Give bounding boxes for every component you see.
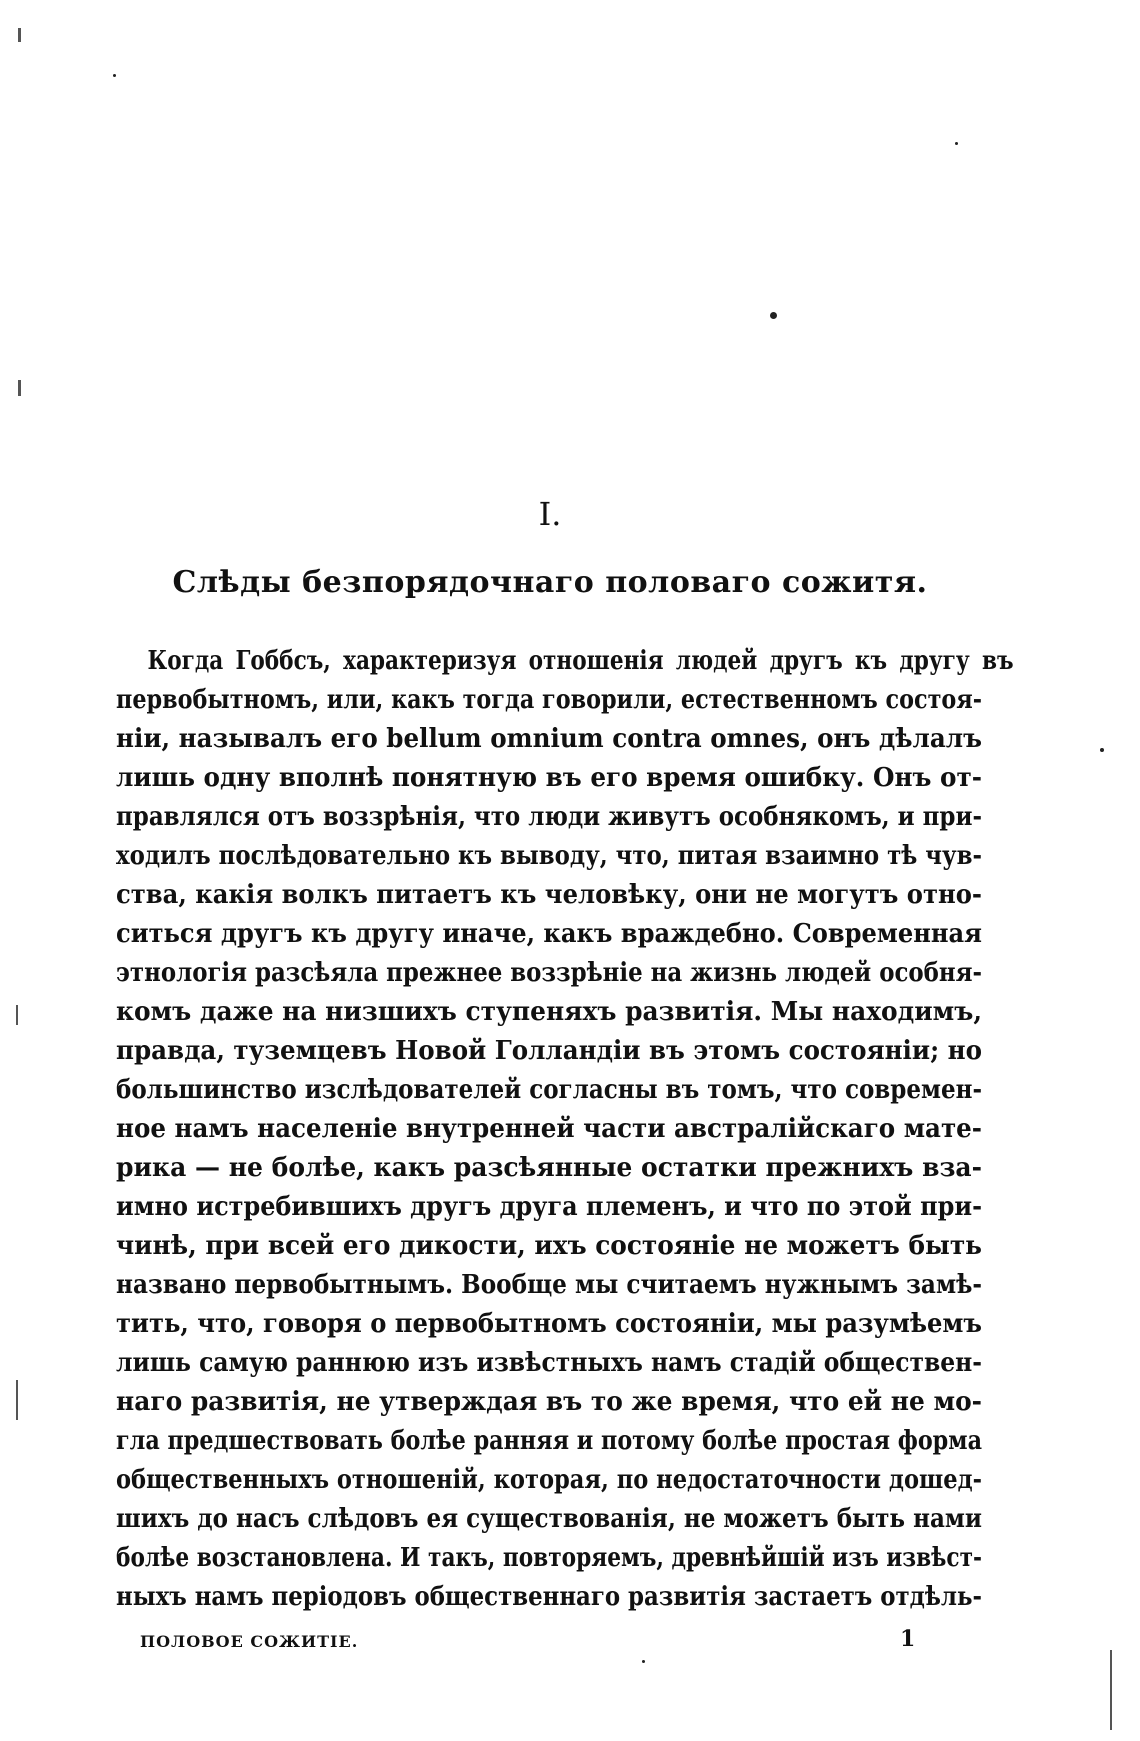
text-line: лишь самую раннюю изъ извѣстныхъ намъ стадій обществен-: [116, 1348, 982, 1378]
text-line: ніи, называлъ его bellum omnium contra omnes, онъ дѣлалъ: [116, 724, 982, 754]
signature-mark: ПОЛОВОЕ СОЖИТІЕ.: [140, 1632, 359, 1651]
text-line: рика — не болѣе, какъ разсѣянные остатки прежнихъ вза-: [116, 1153, 982, 1183]
text-line: ное намъ населеніе внутренней части австралійскаго мате-: [116, 1114, 982, 1144]
text-line: гла предшествовать болѣе ранняя и потому болѣе простая форма: [116, 1426, 982, 1456]
page-number: 1: [900, 1626, 917, 1652]
text-line: ныхъ намъ періодовъ общественнаго развитія застаетъ отдѣль-: [116, 1582, 982, 1612]
text-line: комъ даже на низшихъ ступеняхъ развитія. Мы находимъ,: [116, 997, 982, 1027]
text-line: болѣе возстановлена. И такъ, повторяемъ, древнѣйшій изъ извѣст-: [116, 1543, 982, 1573]
text-line: общественныхъ отношеній, которая, по недостаточности дошед-: [116, 1465, 982, 1495]
text-line: ситься другъ къ другу иначе, какъ враждебно. Современная: [116, 919, 982, 949]
text-line: ства, какія волкъ питаетъ къ человѣку, они не могутъ отно-: [116, 880, 982, 910]
scan-edge-mark: [18, 28, 21, 42]
scan-speck: [642, 1660, 645, 1663]
text-line: наго развитія, не утверждая въ то же время, что ей не мо-: [116, 1387, 982, 1417]
body-text: [116, 642, 1014, 1617]
text-line: имно истребившихъ другъ друга племенъ, и что по этой при-: [116, 1192, 982, 1222]
text-line: шихъ до насъ слѣдовъ ея существованія, не можетъ быть нами: [116, 1504, 982, 1534]
scan-edge-mark: [18, 380, 21, 396]
scan-speck: [770, 312, 777, 319]
text-line: Когда Гоббсъ, характеризуя отношенія людей другъ къ другу въ: [147, 646, 1014, 676]
text-line: этнологія разсѣяла прежнее воззрѣніе на жизнь людей особня-: [116, 958, 982, 988]
scan-speck: [113, 74, 116, 77]
scan-edge-mark: [16, 1005, 18, 1025]
scan-speck: [1100, 748, 1104, 752]
text-line: названо первобытнымъ. Вообще мы считаемъ нужнымъ замѣ-: [116, 1270, 982, 1300]
text-line: тить, что, говоря о первобытномъ состояніи, мы разумѣемъ: [116, 1309, 982, 1339]
text-line: лишь одну вполнѣ понятную въ его время ошибку. Онъ от-: [116, 763, 982, 793]
chapter-title: Слѣды безпорядочнаго половаго сожитя.: [172, 565, 928, 600]
scan-edge-mark: [1110, 1650, 1112, 1730]
text-line: чинѣ, при всей его дикости, ихъ состояніе не можетъ быть: [116, 1231, 982, 1261]
scan-speck: [955, 142, 958, 145]
text-line: правда, туземцевъ Новой Голландіи въ этомъ состояніи; но: [116, 1036, 982, 1066]
text-line: ходилъ послѣдовательно къ выводу, что, питая взаимно тѣ чув-: [116, 841, 982, 871]
text-line: первобытномъ, или, какъ тогда говорили, естественномъ состоя-: [116, 685, 982, 715]
chapter-number: I.: [538, 495, 562, 533]
scan-edge-mark: [16, 1380, 18, 1420]
text-line: большинство изслѣдователей согласны въ томъ, что современ-: [116, 1075, 982, 1105]
text-line: правлялся отъ воззрѣнія, что люди живутъ особнякомъ, и при-: [116, 802, 982, 832]
